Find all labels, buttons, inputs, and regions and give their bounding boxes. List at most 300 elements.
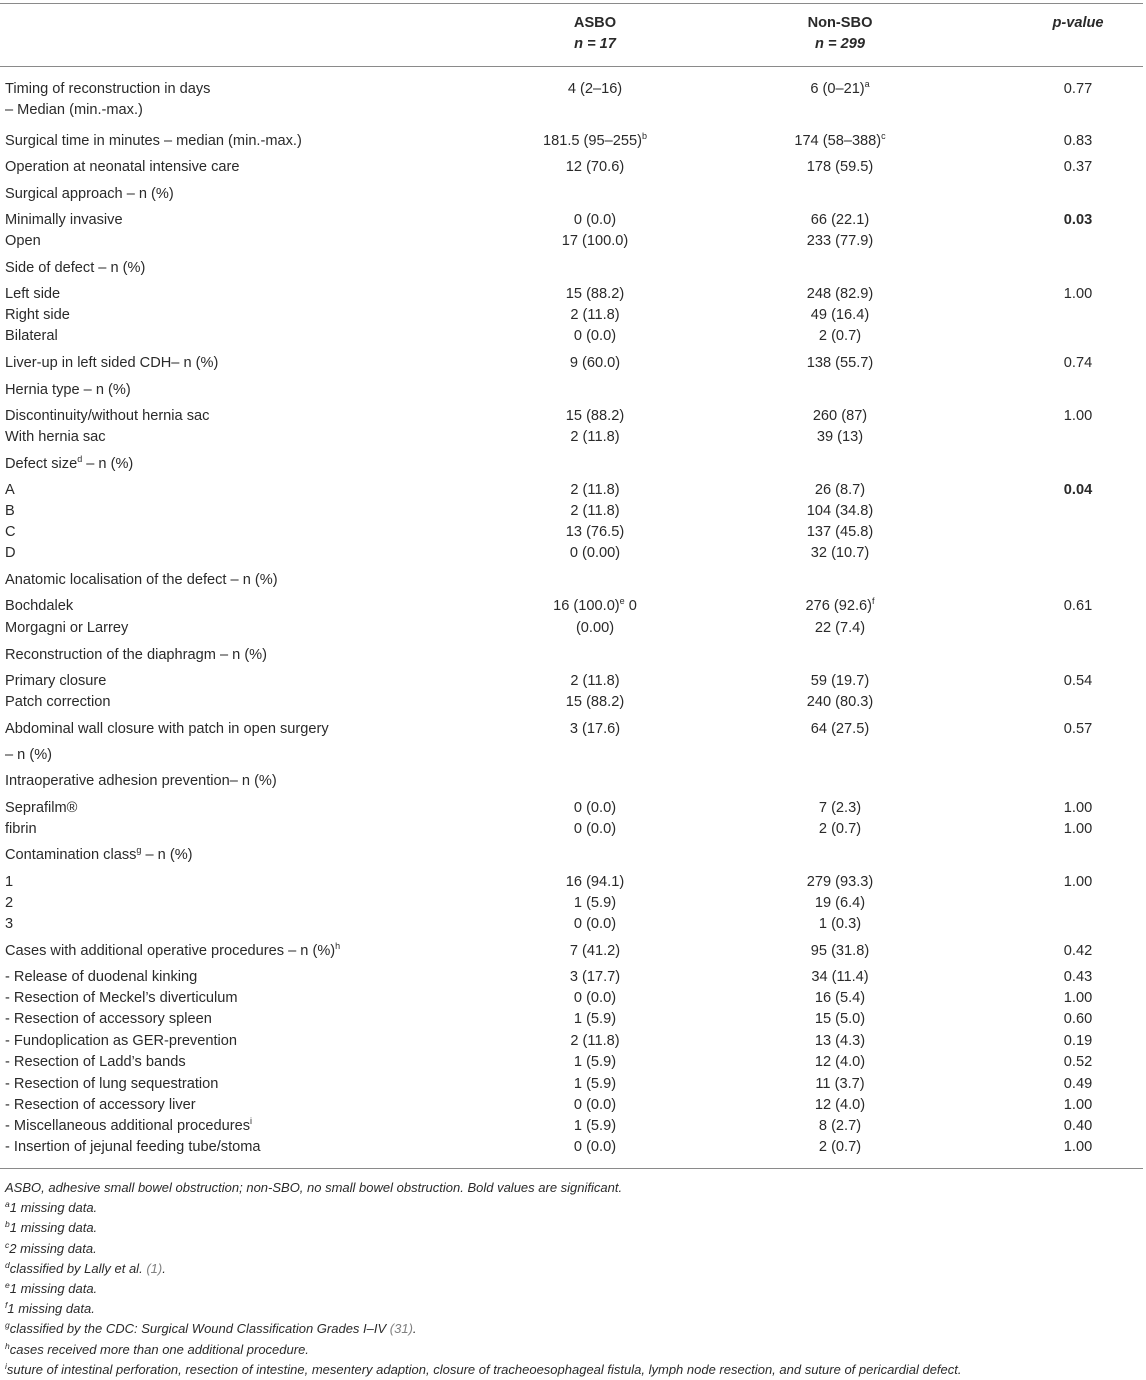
row-label-text: Surgical time in minutes – median (min.-max.) (5, 133, 302, 149)
table-row (0, 522, 1146, 543)
row-label-suffix: – n (%) (141, 847, 193, 863)
row-label-text: - Resection of Meckel’s diverticulum (5, 990, 238, 1006)
row-label-text: 1 (5, 874, 14, 890)
cell-asbo-text: 17 (100.0) (561, 233, 629, 249)
cell-non-sbo (740, 427, 940, 448)
footnote-b (5, 1218, 1135, 1238)
cell-non-sbo-text: 2 (0.7) (818, 328, 862, 344)
cell-asbo (500, 305, 690, 326)
cell-p-value-text: 0.52 (1063, 1054, 1093, 1070)
cell-asbo-text: 0 (0.0) (573, 800, 617, 816)
cell-p-value-text: 0.03 (1063, 212, 1093, 228)
cell-asbo-text: 15 (88.2) (565, 694, 625, 710)
cell-asbo-text: 0 (0.0) (573, 328, 617, 344)
row-label-text: Patch correction (5, 694, 111, 710)
cell-p-value-text: 0.83 (1063, 133, 1093, 149)
table-row (0, 570, 1146, 591)
cell-p-value-text: 0.43 (1063, 969, 1093, 985)
cell-non-sbo-text: 19 (6.4) (814, 895, 866, 911)
cell-p-value (1030, 210, 1126, 231)
row-label-superscript: d (77, 454, 83, 464)
row-label-text: - Miscellaneous additional procedures (5, 1118, 250, 1134)
cell-asbo-text: 2 (11.8) (570, 482, 620, 498)
row-label-text: – Median (min.-max.) (5, 102, 143, 118)
cell-p-value-text: 0.40 (1063, 1118, 1093, 1134)
cell-p-value (1030, 671, 1126, 692)
table-row (0, 893, 1146, 914)
cell-asbo-text: 2 (11.8) (570, 673, 620, 689)
cell-p-value-text: 0.04 (1063, 482, 1093, 498)
cell-non-sbo (740, 353, 940, 374)
row-label-text: With hernia sac (5, 429, 106, 445)
table-row (0, 454, 1146, 475)
cell-p-value-text: 0.37 (1063, 159, 1093, 175)
cell-non-sbo-text: 16 (5.4) (814, 990, 866, 1006)
cell-asbo (500, 1031, 690, 1052)
row-label (5, 522, 16, 543)
table-row (0, 501, 1146, 522)
cell-non-sbo (740, 1009, 940, 1030)
row-label-text: B (5, 503, 15, 519)
cell-asbo (500, 522, 690, 543)
cell-non-sbo (740, 543, 940, 564)
cell-asbo-text: 1 (5.9) (573, 1076, 617, 1092)
col-header-p-value (1030, 13, 1126, 34)
cell-asbo-text: 15 (88.2) (565, 408, 625, 424)
cell-non-sbo-superscript: a (864, 79, 870, 89)
cell-non-sbo (740, 798, 940, 819)
row-label-text: - Resection of accessory liver (5, 1097, 196, 1113)
cell-p-value-text: 1.00 (1063, 1139, 1093, 1155)
row-label-text: – n (%) (5, 747, 53, 763)
cell-p-value (1030, 157, 1126, 178)
cell-asbo-text: 0 (0.00) (569, 545, 621, 561)
cell-p-value (1030, 719, 1126, 740)
cell-non-sbo-text: 2 (0.7) (818, 1139, 862, 1155)
cell-asbo-text: 3 (17.7) (569, 969, 621, 985)
cell-asbo (500, 1052, 690, 1073)
cell-non-sbo-superscript: f (872, 596, 875, 606)
table-row (0, 1074, 1146, 1095)
row-label (5, 231, 41, 252)
cell-non-sbo (740, 1116, 940, 1137)
cell-non-sbo-text: 240 (80.3) (806, 694, 874, 710)
cell-p-value-text: 0.54 (1063, 673, 1093, 689)
cell-asbo-text: 0 (0.0) (573, 1139, 617, 1155)
cell-non-sbo (740, 671, 940, 692)
cell-non-sbo (740, 501, 940, 522)
cell-non-sbo (740, 988, 940, 1009)
table-row (0, 967, 1146, 988)
footnote-a-mark: a (5, 1199, 10, 1210)
row-label-text: - Resection of accessory spleen (5, 1011, 212, 1027)
cell-asbo-text: 16 (94.1) (565, 874, 625, 890)
cell-asbo-text: 4 (2–16) (567, 81, 623, 97)
cell-asbo-text: 0 (0.0) (573, 990, 617, 1006)
col-header-asbo-title: ASBO (573, 15, 617, 31)
col-header-asbo-n: n = 17 (574, 36, 616, 52)
cell-p-value-text: 0.61 (1063, 598, 1093, 614)
table-row (0, 618, 1146, 639)
row-label-text: Left side (5, 286, 61, 302)
table-row (0, 353, 1146, 374)
cell-p-value (1030, 1052, 1126, 1073)
row-label (5, 1009, 212, 1030)
cell-asbo (500, 284, 690, 305)
cell-p-value (1030, 79, 1126, 100)
cell-asbo (500, 131, 690, 152)
row-label (5, 1137, 261, 1158)
cell-non-sbo (740, 941, 940, 962)
cell-p-value-text: 0.60 (1063, 1011, 1093, 1027)
row-label-text: - Insertion of jejunal feeding tube/stoma (5, 1139, 261, 1155)
cell-p-value (1030, 1116, 1126, 1137)
cell-non-sbo (740, 1031, 940, 1052)
row-label (5, 596, 73, 617)
cell-non-sbo-text: 64 (27.5) (810, 721, 870, 737)
cell-non-sbo-superscript: c (881, 131, 886, 141)
row-label (5, 1074, 218, 1095)
cell-non-sbo (740, 1095, 940, 1116)
cell-asbo (500, 326, 690, 347)
cell-non-sbo (740, 893, 940, 914)
cell-non-sbo-text: 138 (55.7) (806, 355, 874, 371)
cell-asbo (500, 596, 690, 617)
cell-p-value-text: 1.00 (1063, 286, 1093, 302)
cell-asbo (500, 988, 690, 1009)
table-row (0, 258, 1146, 279)
table-row (0, 914, 1146, 935)
row-label (5, 671, 106, 692)
footnote-b-text: 1 missing data. (9, 1220, 98, 1236)
cell-asbo (500, 893, 690, 914)
cell-non-sbo-text: 15 (5.0) (814, 1011, 866, 1027)
cell-asbo (500, 1137, 690, 1158)
cell-asbo (500, 872, 690, 893)
footnote-d-reference-link[interactable]: (1) (146, 1260, 163, 1276)
cell-non-sbo (740, 1052, 940, 1073)
cell-p-value (1030, 988, 1126, 1009)
cell-asbo (500, 819, 690, 840)
cell-p-value-text: 1.00 (1063, 821, 1093, 837)
cell-asbo-text: 181.5 (95–255) (542, 133, 642, 149)
row-label (5, 719, 329, 740)
cell-asbo (500, 967, 690, 988)
cell-non-sbo (740, 157, 940, 178)
table-row (0, 1137, 1146, 1158)
cell-asbo (500, 719, 690, 740)
table-row (0, 719, 1146, 740)
row-label (5, 157, 239, 178)
row-label-text: Reconstruction of the diaphragm – n (%) (5, 647, 268, 663)
cell-asbo-text: 1 (5.9) (573, 895, 617, 911)
footnote-a-text: 1 missing data. (9, 1200, 98, 1216)
row-label (5, 798, 77, 819)
cell-non-sbo-text: 32 (10.7) (810, 545, 870, 561)
table-row (0, 79, 1146, 100)
row-label (5, 570, 278, 591)
cell-p-value-text: 0.77 (1063, 81, 1093, 97)
cell-asbo (500, 210, 690, 231)
row-label (5, 893, 13, 914)
row-label-text: - Resection of lung sequestration (5, 1076, 219, 1092)
footnote-i-mark: i (5, 1360, 7, 1371)
cell-p-value (1030, 1137, 1126, 1158)
cell-asbo (500, 1074, 690, 1095)
row-label-text: Intraoperative adhesion prevention– n (%) (5, 773, 277, 789)
cell-non-sbo-text: 178 (59.5) (806, 159, 874, 175)
row-label-text: Seprafilm® (5, 800, 78, 816)
footnotes (5, 1178, 1135, 1380)
cell-p-value (1030, 941, 1126, 962)
footnote-c (5, 1239, 1135, 1259)
cell-asbo (500, 1116, 690, 1137)
table-row (0, 671, 1146, 692)
row-label-superscript: h (335, 941, 341, 951)
cell-asbo (500, 941, 690, 962)
row-label-suffix: – n (%) (82, 456, 134, 472)
table-row (0, 380, 1146, 401)
cell-asbo-text: 9 (60.0) (569, 355, 621, 371)
cell-asbo (500, 427, 690, 448)
row-label-text: Minimally invasive (5, 212, 123, 228)
footnote-g-mark: g (5, 1320, 10, 1331)
row-label-text: Liver-up in left sided CDH– n (%) (5, 355, 219, 371)
header-rule (0, 66, 1143, 67)
cell-non-sbo (740, 79, 940, 100)
cell-asbo (500, 406, 690, 427)
row-label-text: Abdominal wall closure with patch in open surgery (5, 721, 329, 737)
cell-asbo-superscript: e (619, 596, 625, 606)
table-row (0, 184, 1146, 205)
cell-asbo-text: 15 (88.2) (565, 286, 625, 302)
footnote-e-text: 1 missing data. (9, 1281, 98, 1297)
table-row (0, 819, 1146, 840)
row-label-text: Hernia type – n (%) (5, 382, 131, 398)
cell-non-sbo-text: 22 (7.4) (814, 620, 866, 636)
footnote-b-mark: b (5, 1219, 10, 1230)
top-rule (0, 3, 1143, 4)
row-label (5, 692, 110, 713)
cell-p-value (1030, 131, 1126, 152)
cell-p-value-text: 1.00 (1063, 1097, 1093, 1113)
footnote-h-text: cases received more than one additional procedure. (9, 1341, 309, 1357)
cell-non-sbo (740, 210, 940, 231)
footnote-i-text: suture of intestinal perforation, resection of intestine, mesentery adaption, closure of tracheoesophageal fistula, lymph node resection, and suture of pericardial defect. (6, 1361, 962, 1377)
row-label (5, 326, 58, 347)
cell-non-sbo-text: 174 (58–388) (794, 133, 882, 149)
cell-non-sbo (740, 131, 940, 152)
table-row (0, 1116, 1146, 1137)
cell-p-value-text: 0.19 (1063, 1033, 1093, 1049)
col-header-non-sbo-n: n = 299 (815, 36, 865, 52)
cell-non-sbo-text: 104 (34.8) (806, 503, 874, 519)
col-header-p-value-title: p-value (1052, 15, 1104, 31)
row-label (5, 1095, 196, 1116)
cell-p-value-text: 0.42 (1063, 943, 1093, 959)
row-label (5, 1116, 252, 1137)
table-row (0, 406, 1146, 427)
col-header-non-sbo (740, 13, 940, 55)
row-label-text: Right side (5, 307, 70, 323)
row-label (5, 618, 128, 639)
cell-p-value-text: 0.57 (1063, 721, 1093, 737)
row-label-text: 2 (5, 895, 14, 911)
row-label-text: C (5, 524, 16, 540)
cell-asbo (500, 671, 690, 692)
row-label (5, 872, 13, 893)
cell-non-sbo-text: 248 (82.9) (806, 286, 874, 302)
row-label-text: Discontinuity/without hernia sac (5, 408, 210, 424)
row-label (5, 845, 193, 866)
cell-non-sbo (740, 1074, 940, 1095)
table-row (0, 1031, 1146, 1052)
cell-p-value-text: 0.74 (1063, 355, 1093, 371)
footnote-g-end: . (412, 1321, 417, 1337)
cell-non-sbo (740, 522, 940, 543)
cell-asbo-text: 13 (76.5) (565, 524, 625, 540)
footnote-g-text: classified by the CDC: Surgical Wound Classification Grades I–IV (9, 1321, 390, 1337)
table-row (0, 771, 1146, 792)
row-label-superscript: i (250, 1116, 252, 1126)
cell-non-sbo (740, 719, 940, 740)
row-label-text: 3 (5, 916, 14, 932)
footnote-h-mark: h (5, 1340, 10, 1351)
cell-asbo (500, 353, 690, 374)
row-label (5, 79, 210, 100)
row-label-text: Morgagni or Larrey (5, 620, 129, 636)
table-row (0, 845, 1146, 866)
cell-non-sbo-text: 279 (93.3) (806, 874, 874, 890)
row-label (5, 305, 70, 326)
row-label-text: Defect size (5, 456, 78, 472)
cell-asbo (500, 231, 690, 252)
row-label (5, 406, 209, 427)
cell-p-value (1030, 596, 1126, 617)
cell-p-value (1030, 353, 1126, 374)
table-row (0, 645, 1146, 666)
cell-p-value (1030, 1074, 1126, 1095)
cell-non-sbo-text: 66 (22.1) (810, 212, 870, 228)
row-label-text: Operation at neonatal intensive care (5, 159, 240, 175)
cell-asbo-text: 2 (11.8) (570, 1033, 620, 1049)
row-label (5, 454, 133, 475)
cell-non-sbo (740, 618, 940, 639)
cell-non-sbo (740, 967, 940, 988)
cell-p-value (1030, 1031, 1126, 1052)
footnote-f-mark: f (5, 1300, 8, 1311)
table-row (0, 941, 1146, 962)
cell-asbo (500, 692, 690, 713)
cell-non-sbo-text: 260 (87) (812, 408, 868, 424)
row-label (5, 771, 277, 792)
row-label (5, 941, 340, 962)
table-row (0, 872, 1146, 893)
table-row (0, 427, 1146, 448)
row-label-text: Open (5, 233, 41, 249)
row-label (5, 184, 174, 205)
table-row (0, 131, 1146, 152)
cell-non-sbo (740, 819, 940, 840)
cell-asbo-text: 0 (0.0) (573, 212, 617, 228)
table-row (0, 326, 1146, 347)
cell-non-sbo-text: 137 (45.8) (806, 524, 874, 540)
footnote-d (5, 1259, 1135, 1279)
row-label (5, 1052, 186, 1073)
cell-non-sbo (740, 305, 940, 326)
row-label (5, 988, 238, 1009)
row-label-text: Primary closure (5, 673, 107, 689)
footnote-g (5, 1319, 1135, 1339)
cell-non-sbo (740, 406, 940, 427)
cell-asbo (500, 501, 690, 522)
table-row (0, 480, 1146, 501)
cell-asbo (500, 1009, 690, 1030)
table-row (0, 231, 1146, 252)
table-row (0, 1009, 1146, 1030)
cell-asbo-text: (0.00) (575, 620, 615, 636)
cell-asbo (500, 914, 690, 935)
cell-non-sbo-text: 12 (4.0) (814, 1054, 866, 1070)
cell-asbo-superscript: b (641, 131, 647, 141)
cell-non-sbo (740, 872, 940, 893)
footnote-c-mark: c (5, 1239, 10, 1250)
table-row (0, 988, 1146, 1009)
footnote-g-reference-link[interactable]: (31) (389, 1321, 413, 1337)
cell-non-sbo (740, 284, 940, 305)
cell-p-value (1030, 819, 1126, 840)
cell-non-sbo-text: 2 (0.7) (818, 821, 862, 837)
footnote-a (5, 1198, 1135, 1218)
cell-non-sbo-text: 39 (13) (816, 429, 864, 445)
footnote-abbreviations: ASBO, adhesive small bowel obstruction; non-SBO, no small bowel obstruction. Bold values are significant. (5, 1180, 623, 1195)
cell-non-sbo-text: 276 (92.6) (805, 598, 872, 614)
cell-asbo-suffix: 0 (624, 598, 637, 614)
cell-non-sbo (740, 692, 940, 713)
row-label (5, 210, 123, 231)
cell-asbo (500, 157, 690, 178)
cell-non-sbo (740, 326, 940, 347)
table-row (0, 1095, 1146, 1116)
row-label-text: Bilateral (5, 328, 58, 344)
cell-p-value (1030, 480, 1126, 501)
row-label-text: fibrin (5, 821, 37, 837)
row-label-text: D (5, 545, 16, 561)
cell-non-sbo (740, 1137, 940, 1158)
table-row (0, 100, 1146, 121)
row-label (5, 284, 60, 305)
cell-non-sbo-text: 95 (31.8) (810, 943, 870, 959)
cell-asbo-text: 2 (11.8) (570, 503, 620, 519)
cell-asbo-text: 1 (5.9) (573, 1011, 617, 1027)
cell-p-value (1030, 798, 1126, 819)
col-header-asbo (500, 13, 690, 55)
cell-non-sbo-text: 8 (2.7) (818, 1118, 862, 1134)
cell-non-sbo-text: 59 (19.7) (810, 673, 870, 689)
table-row (0, 692, 1146, 713)
cell-p-value (1030, 1095, 1126, 1116)
cell-p-value-text: 1.00 (1063, 874, 1093, 890)
footnote-e-mark: e (5, 1280, 10, 1291)
table-row (0, 305, 1146, 326)
cell-non-sbo (740, 914, 940, 935)
row-label-text: Surgical approach – n (%) (5, 186, 174, 202)
cell-asbo (500, 798, 690, 819)
footnote-d-text: classified by Lally et al. (9, 1260, 147, 1276)
cell-non-sbo-text: 233 (77.9) (806, 233, 874, 249)
cell-non-sbo-text: 12 (4.0) (814, 1097, 866, 1113)
cell-asbo-text: 16 (100.0) (553, 598, 620, 614)
